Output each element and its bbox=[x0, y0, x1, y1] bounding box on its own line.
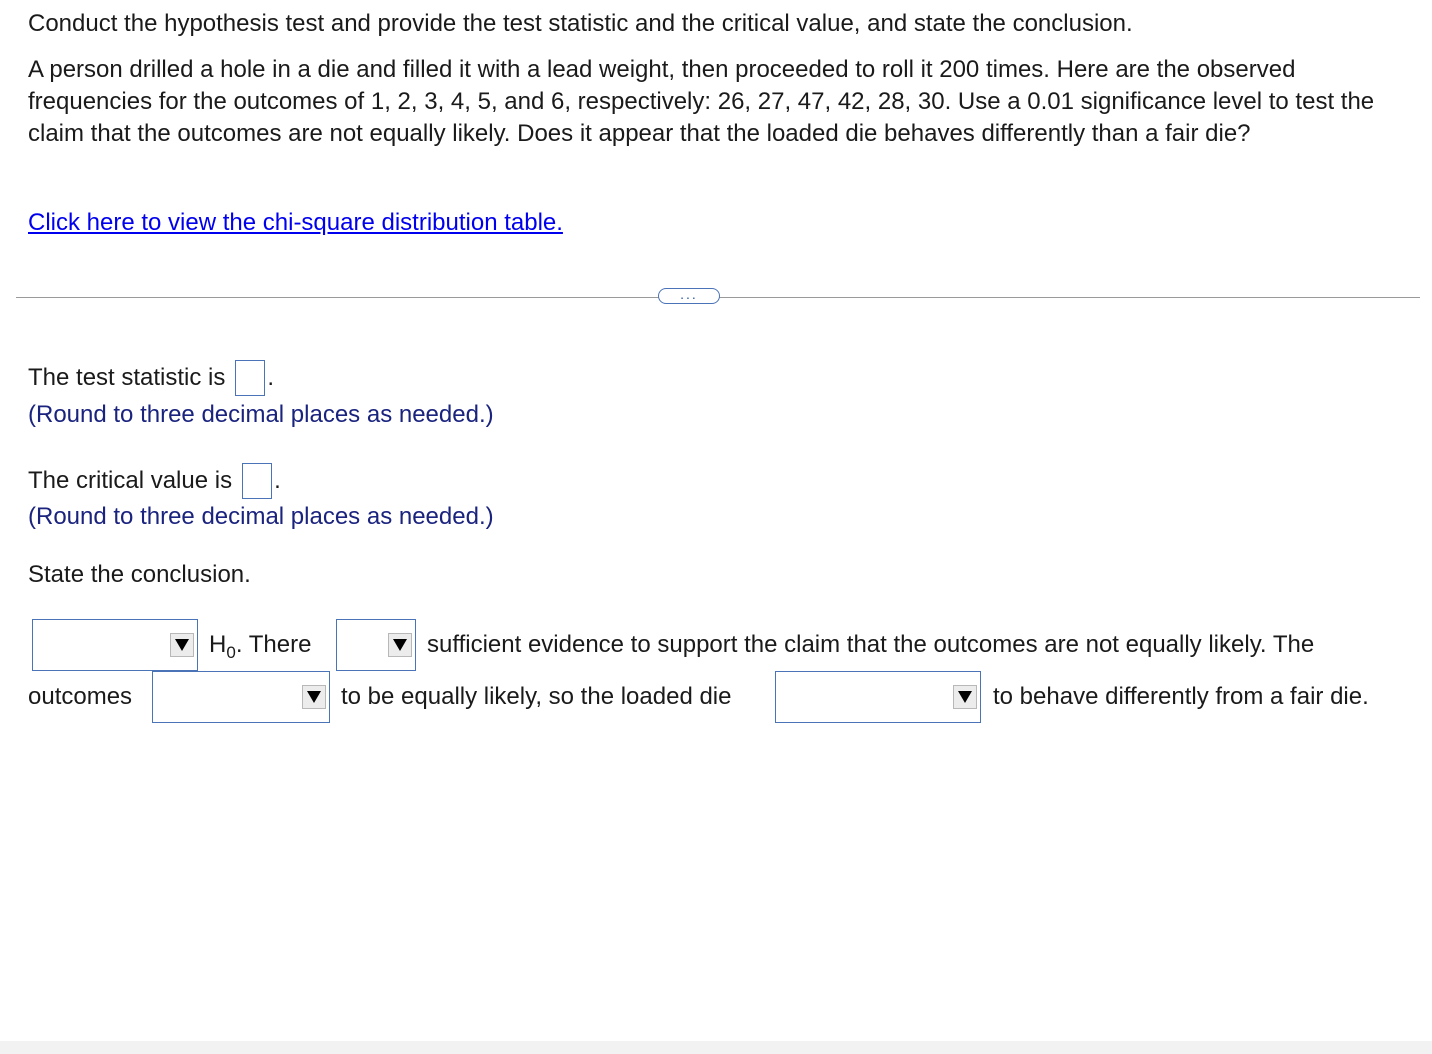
footer-bar bbox=[0, 1041, 1432, 1054]
dropdown-arrow-icon bbox=[302, 685, 326, 709]
null-hypothesis-text bbox=[209, 629, 311, 669]
evidence-text: sufficient evidence to support the claim that the outcomes are not equally likely. The bbox=[427, 631, 1315, 658]
equally-likely-text: to be equally likely, so the loaded die bbox=[341, 683, 732, 710]
conclusion-reject-dropdown[interactable] bbox=[32, 619, 198, 671]
conclusion-evidence-dropdown[interactable] bbox=[336, 619, 416, 671]
dropdown-arrow-icon bbox=[388, 633, 412, 657]
test-statistic-label: The test statistic is bbox=[28, 364, 226, 391]
critical-value-line bbox=[28, 463, 281, 499]
question-instruction: Conduct the hypothesis test and provide the test statistic and the critical value, and state the conclusion. bbox=[28, 10, 1133, 37]
behave-differently-text: to behave differently from a fair die. bbox=[993, 683, 1369, 710]
conclusion-outcomes-dropdown[interactable] bbox=[152, 671, 330, 723]
conclusion-die-dropdown[interactable] bbox=[775, 671, 981, 723]
state-conclusion-prompt: State the conclusion. bbox=[28, 561, 251, 588]
test-statistic-line bbox=[28, 360, 274, 396]
test-statistic-hint: (Round to three decimal places as needed.) bbox=[28, 401, 494, 428]
critical-value-input[interactable] bbox=[242, 463, 272, 499]
critical-value-period: . bbox=[274, 467, 281, 494]
critical-value-hint: (Round to three decimal places as needed.) bbox=[28, 503, 494, 530]
h0-letter: H bbox=[209, 631, 227, 658]
there-text: . There bbox=[235, 631, 312, 658]
outcomes-text: outcomes bbox=[28, 683, 133, 710]
chi-square-table-link[interactable]: Click here to view the chi-square distribution table. bbox=[28, 209, 563, 236]
test-statistic-input[interactable] bbox=[235, 360, 265, 396]
dropdown-arrow-icon bbox=[170, 633, 194, 657]
question-body: A person drilled a hole in a die and filled it with a lead weight, then proceeded to roll it 200 times. Here are the observed frequencies for the outcomes of 1, 2, 3, 4, 5, and 6, respectively: 26, 27, 47, 42, 28, 30. Use a 0.01 significance level to test the claim that the outcomes are not equally likely. Does it appear that the loaded die behaves differently than a fair die? bbox=[28, 56, 1375, 147]
expand-more-button[interactable] bbox=[658, 285, 720, 304]
link-row bbox=[28, 207, 563, 239]
ellipsis-icon: ... bbox=[680, 285, 698, 302]
test-statistic-period: . bbox=[267, 364, 275, 391]
critical-value-label: The critical value is bbox=[28, 467, 233, 494]
dropdown-arrow-icon bbox=[953, 685, 977, 709]
question-text bbox=[28, 8, 1413, 150]
h0-subscript: 0 bbox=[226, 643, 236, 662]
